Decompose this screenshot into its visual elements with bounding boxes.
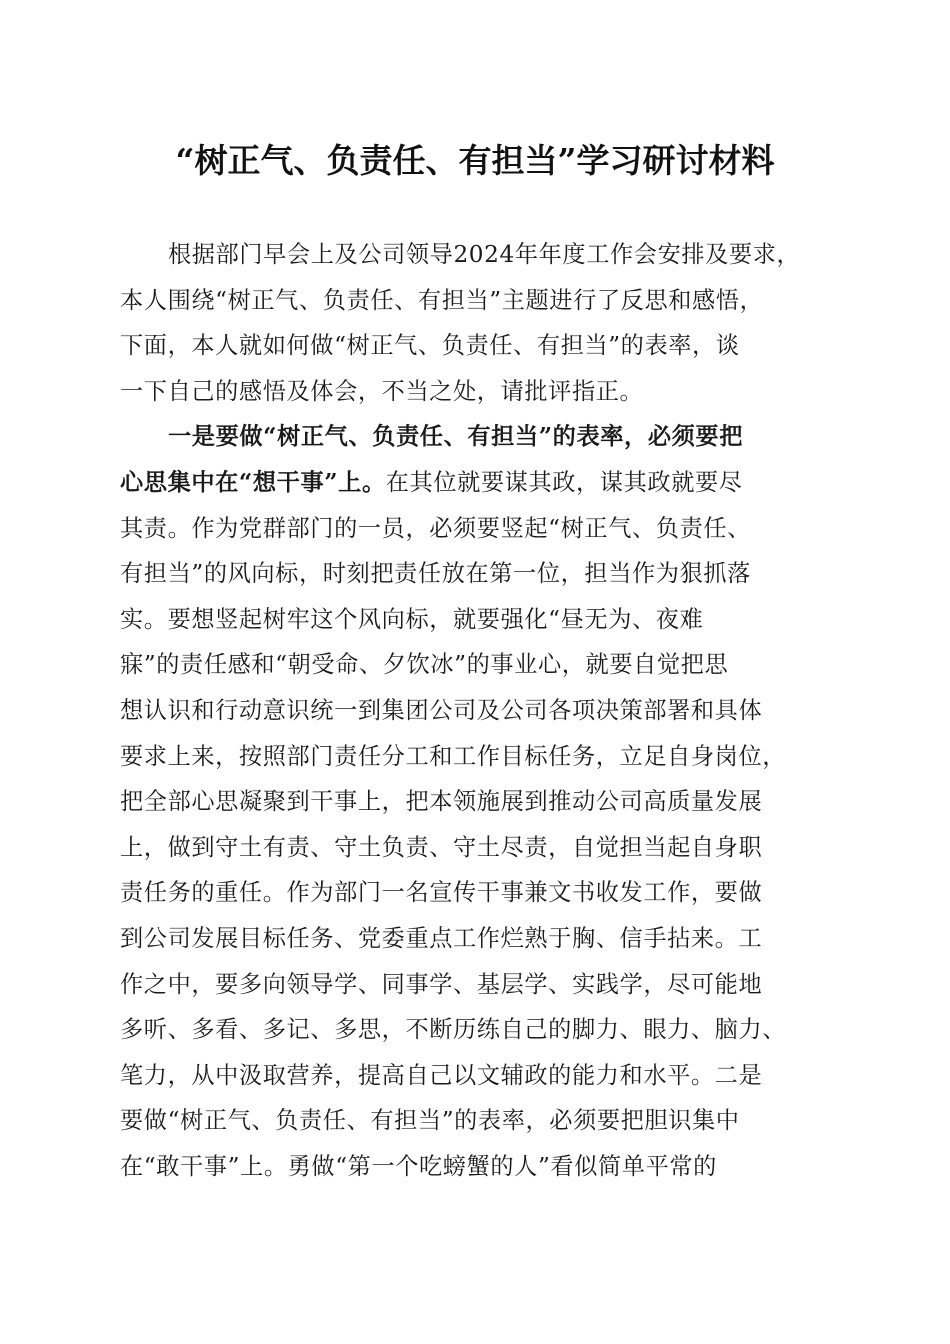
paragraph-line: 下面，本人就如何做“树正气、负责任、有担当”的表率，谈 (120, 332, 740, 360)
paragraph-line (120, 460, 840, 506)
paragraph-line: 想认识和行动意识统一到集团公司及公司各项决策部署和具体 (120, 696, 763, 724)
paragraph-line: 寐”的责任感和“朝受命、夕饮冰”的事业心，就要自觉把思 (120, 651, 729, 679)
bold-heading-fragment: 心思集中在“想干事”上。 (120, 468, 386, 496)
paragraph-line: 要求上来，按照部门责任分工和工作目标任务，立足自身岗位， (120, 742, 787, 770)
paragraph-line: 一是要做“树正气、负责任、有担当”的表率，必须要把 (168, 423, 743, 451)
paragraph-line: 有担当”的风向标，时刻把责任放在第一位，担当作为狠抓落 (120, 560, 751, 588)
paragraph-line: 上，做到守土有责、守土负责、守土尽责，自觉担当起自身职 (120, 833, 763, 861)
paragraph-line: 根据部门早会上及公司领导2024年年度工作会安排及要求， (168, 241, 801, 268)
paragraph-line: 多听、多看、多记、多思，不断历练自己的脚力、眼力、脑力、 (120, 1016, 787, 1044)
document-title: “树正气、负责任、有担当”学习研讨材料 (175, 141, 775, 180)
paragraph-line: 笔力，从中汲取营养，提高自己以文辅政的能力和水平。二是 (120, 1061, 763, 1089)
paragraph-fragment: 在其位就要谋其政，谋其政就要尽 (385, 468, 743, 496)
paragraph-line: 要做“树正气、负责任、有担当”的表率，必须要把胆识集中 (120, 1107, 740, 1135)
paragraph-line: 到公司发展目标任务、党委重点工作烂熟于胸、信手拈来。工 (120, 924, 763, 952)
paragraph-line: 在“敢干事”上。勇做“第一个吃螃蟹的人”看似简单平常的 (120, 1152, 717, 1180)
paragraph-line: 本人围绕“树正气、负责任、有担当”主题进行了反思和感悟， (120, 286, 764, 314)
paragraph-line: 作之中，要多向领导学、同事学、基层学、实践学，尽可能地 (120, 970, 763, 998)
paragraph-line: 其责。作为党群部门的一员，必须要竖起“树正气、负责任、 (120, 514, 751, 542)
paragraph-line: 实。要想竖起树牢这个风向标，就要强化“昼无为、夜难 (120, 605, 704, 633)
paragraph-line: 把全部心思凝聚到干事上，把本领施展到推动公司高质量发展 (120, 788, 763, 816)
paragraph-line: 一下自己的感悟及体会，不当之处，请批评指正。 (120, 377, 644, 405)
paragraph-line: 责任务的重任。作为部门一名宣传干事兼文书收发工作，要做 (120, 879, 763, 907)
document-body (120, 232, 840, 1189)
